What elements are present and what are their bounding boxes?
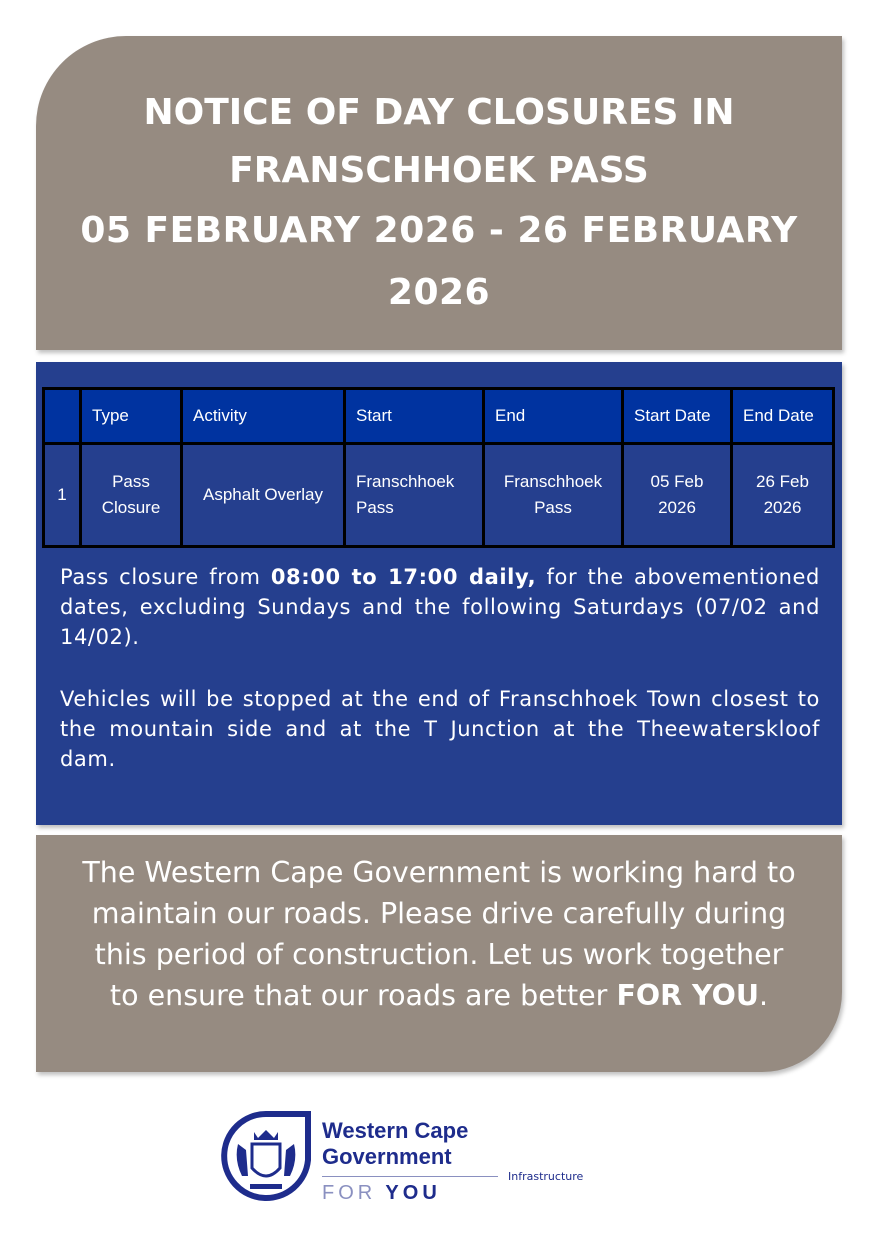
col-end: End xyxy=(484,389,623,444)
closure-hours-text xyxy=(60,562,820,652)
tagline-for: FOR xyxy=(322,1182,377,1204)
cell-number: 1 xyxy=(44,444,81,547)
footer-message-box xyxy=(36,835,842,1072)
col-type: Type xyxy=(81,389,182,444)
notice-title-box xyxy=(36,36,842,350)
title-date-range: 05 FEBRUARY 2026 - 26 FEBRUARY 2026 xyxy=(80,210,798,313)
closure-details-panel xyxy=(36,362,842,825)
col-start: Start xyxy=(345,389,484,444)
footer-end: . xyxy=(759,979,769,1012)
footer-text: The Western Cape Government is working hard to maintain our roads. Please drive carefully during this period of construction. Let us work together to ensure that our roads are better xyxy=(82,856,796,1012)
western-cape-government-logo xyxy=(216,1110,596,1210)
for-you-tagline xyxy=(322,1182,441,1205)
p1-text: Pass closure from xyxy=(60,565,271,589)
title-line-2: FRANSCHHOEK PASS xyxy=(229,150,649,191)
closure-table xyxy=(42,387,835,548)
cell-end-date: 26 Feb 2026 xyxy=(732,444,834,547)
stop-locations-text: Vehicles will be stopped at the end of Franschhoek Town closest to the mountain side and at the T Junction at the Theewaterskloof dam. xyxy=(60,687,820,771)
footer-message xyxy=(36,852,842,1016)
table-row xyxy=(44,444,834,547)
coat-of-arms-icon xyxy=(216,1110,316,1210)
title-line-1: NOTICE OF DAY CLOSURES IN xyxy=(143,92,735,133)
col-activity: Activity xyxy=(182,389,345,444)
cell-activity: Asphalt Overlay xyxy=(182,444,345,547)
tagline-you: YOU xyxy=(385,1182,441,1204)
cell-end: Franschhoek Pass xyxy=(484,444,623,547)
cell-start-date: 05 Feb 2026 xyxy=(623,444,732,547)
department-name: Infrastructure xyxy=(508,1170,584,1183)
col-number xyxy=(44,389,81,444)
col-start-date: Start Date xyxy=(623,389,732,444)
table-header-row xyxy=(44,389,834,444)
logo-divider xyxy=(322,1176,498,1177)
col-end-date: End Date xyxy=(732,389,834,444)
logo-line-2: Government xyxy=(322,1144,452,1169)
cell-type: Pass Closure xyxy=(81,444,182,547)
logo-wordmark xyxy=(322,1118,468,1170)
logo-line-1: Western Cape xyxy=(322,1118,469,1143)
footer-bold: FOR YOU xyxy=(616,979,759,1012)
p1-text-rest: for the abovementioned dates, excluding Sundays and the following Saturdays (07/02 and 14/02). xyxy=(60,565,820,649)
cell-start: Franschhoek Pass xyxy=(345,444,484,547)
p1-hours: 08:00 to 17:00 daily, xyxy=(270,565,537,589)
